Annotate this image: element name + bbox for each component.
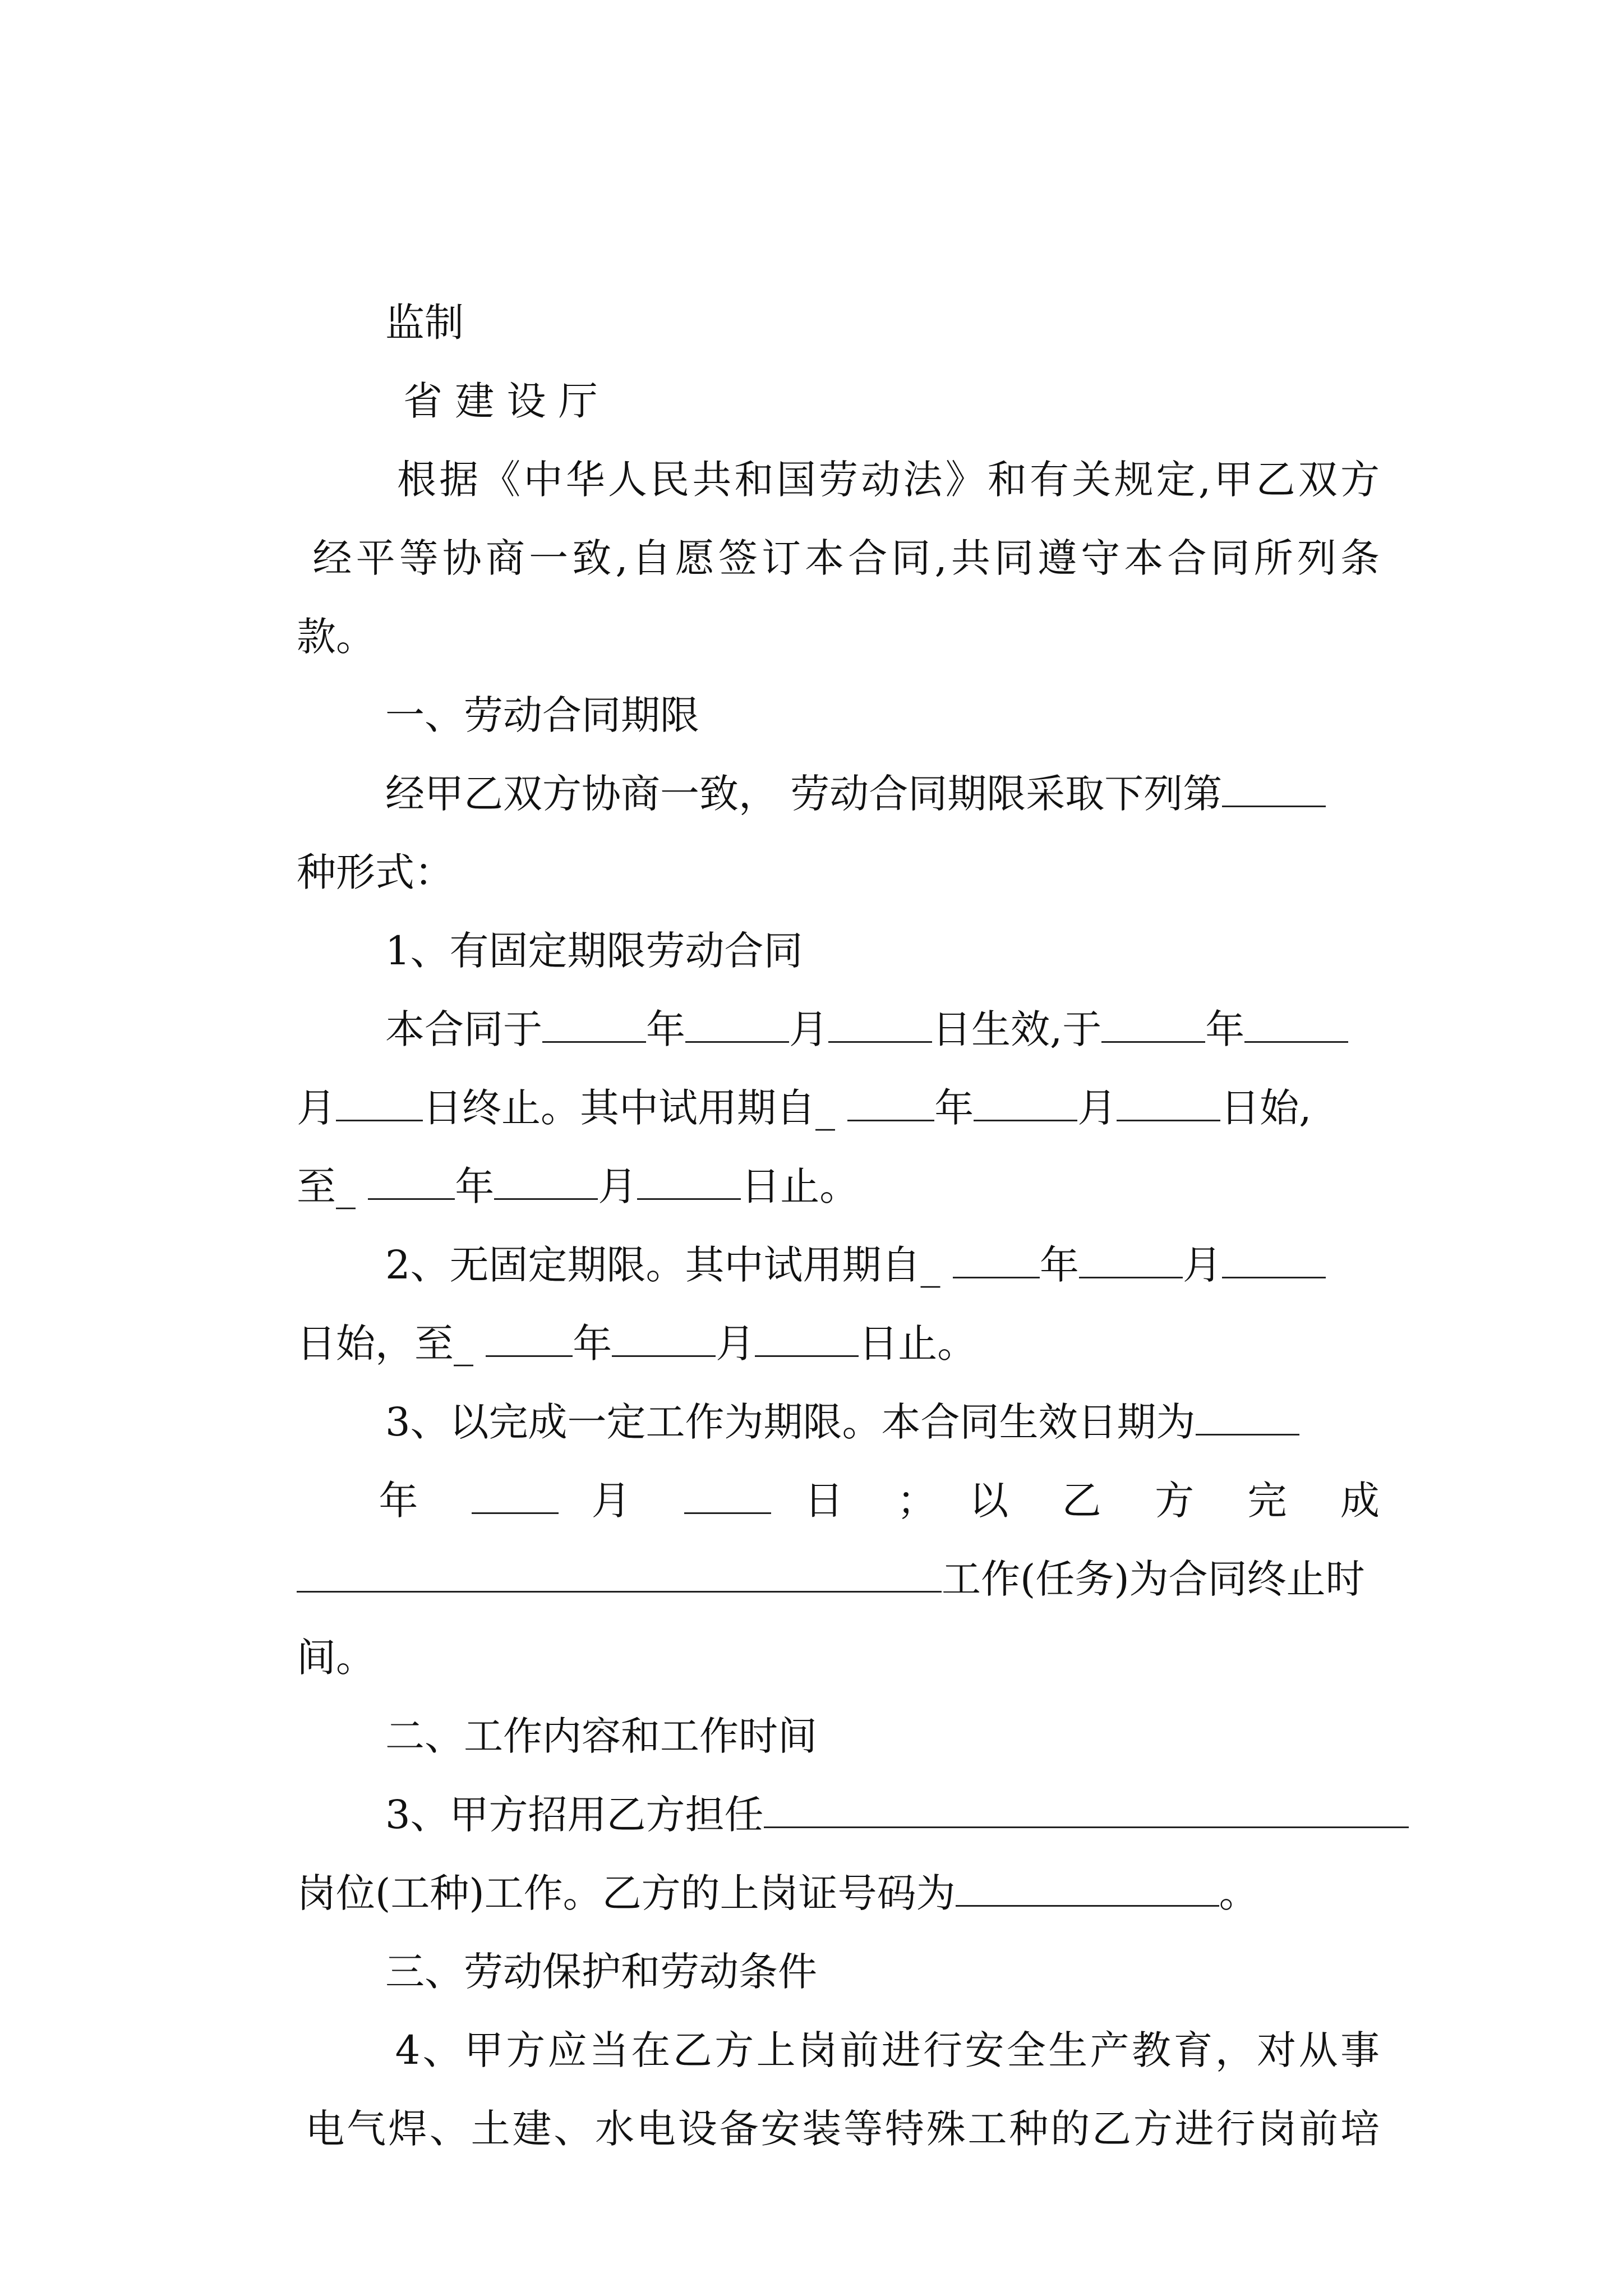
section-1-title-text: 一、劳动合同期限	[385, 692, 700, 738]
preamble-line-2	[247, 440, 1380, 581]
section-1-intro-end-text: 种形式：	[297, 849, 454, 895]
section-3-title	[335, 1854, 1380, 1995]
item-1-title	[335, 833, 1380, 974]
item-3-cont-text: 以 乙 方 完 成	[969, 1478, 1380, 1524]
day-stop-text: 日止。	[741, 1163, 859, 1209]
year-label: 年	[934, 1085, 974, 1131]
month-label: 月	[598, 1163, 638, 1209]
supervision-label	[335, 205, 1380, 346]
section-3-title-text: 三、劳动保护和劳动条件	[385, 1949, 818, 1995]
supervision-text: 监制	[385, 300, 464, 346]
item-3-line-2	[247, 1383, 1380, 1524]
year-label: 年	[379, 1478, 439, 1524]
day-effective-text: 日生效,于	[932, 1006, 1102, 1052]
item-3b-line-1	[335, 1697, 1380, 1838]
item-3b-cont-text: 岗位(工种)工作。乙方的上岗证号码为	[297, 1870, 956, 1916]
item-1-text-a: 本合同于	[385, 1006, 543, 1052]
item-1-title-text: 1、有固定期限劳动合同	[385, 928, 803, 974]
section-2-title-text: 二、工作内容和工作时间	[385, 1713, 818, 1759]
item-2-line-1	[335, 1147, 1380, 1288]
item-2-text: 2、无固定期限。其中试用期自_	[385, 1242, 940, 1288]
item-1-line-1	[335, 912, 1380, 1052]
preamble-text-1: 根据《中华人民共和国劳动法》和有关规定,甲乙双方	[396, 457, 1380, 503]
section-1-intro-line	[335, 676, 1380, 817]
issuer-text: 省 建 设 厅	[403, 378, 598, 424]
item-4-text-1: 4、甲方应当在乙方上岗前进行安全生产教育，对从事	[395, 2027, 1380, 2073]
month-label: 月	[297, 1085, 336, 1131]
item-3-line-4	[247, 1540, 1380, 1681]
preamble-text-2: 经平等协商一致,自愿签订本合同,共同遵守本合同所列条	[312, 535, 1380, 581]
section-2-title	[335, 1618, 1380, 1759]
year-label: 年	[573, 1320, 612, 1366]
year-label: 年	[1205, 1006, 1245, 1052]
period-text: 。	[1219, 1870, 1258, 1916]
section-1-intro-text: 经甲乙双方协商一致， 劳动合同期限采取下列第	[385, 771, 1223, 817]
item-4-line-2	[247, 2011, 1380, 2152]
day-stop-text: 日止。	[859, 1320, 977, 1366]
item-4-text-2: 电气焊、土建、水电设备安装等特殊工种的乙方进行岗前培	[305, 2106, 1380, 2152]
day-label: 日	[804, 1478, 864, 1524]
item-3b-line-2	[247, 1775, 1380, 1916]
month-label: 月	[789, 1006, 829, 1052]
day-start-text: 日始,	[1220, 1085, 1312, 1131]
preamble-line-1	[335, 362, 1380, 503]
item-2-line-2	[247, 1226, 1380, 1366]
preamble-text-3: 款。	[297, 614, 376, 660]
preamble-line-3	[247, 519, 1380, 660]
day-end-trial-text: 日终止。其中试用期自_	[423, 1085, 836, 1131]
item-3-text: 3、以完成一定工作为期限。本合同生效日期为	[385, 1399, 1196, 1445]
item-3-end-text: 间。	[297, 1635, 376, 1681]
to-text: 至_	[297, 1163, 356, 1209]
item-1-line-3	[247, 1069, 1380, 1209]
item-4-line-1	[335, 1932, 1380, 2073]
item-3-task-text: 工作(任务)为合同终止时	[942, 1556, 1365, 1602]
month-label: 月	[716, 1320, 755, 1366]
issuer-label	[353, 283, 802, 424]
section-1-intro-end-line	[247, 754, 1380, 895]
year-label: 年	[646, 1006, 686, 1052]
month-label: 月	[591, 1478, 652, 1524]
item-3b-text: 3、甲方招用乙方担任	[385, 1792, 764, 1838]
semicolon-text: ；	[897, 1478, 937, 1524]
item-3-line-1	[335, 1304, 1380, 1445]
year-label: 年	[1039, 1242, 1079, 1288]
month-label: 月	[1077, 1085, 1117, 1131]
item-3-line-3	[247, 1461, 1380, 1602]
item-2-start-text: 日始，至_	[297, 1320, 474, 1366]
item-1-line-2	[247, 990, 1380, 1131]
year-label: 年	[455, 1163, 495, 1209]
section-1-title	[335, 597, 1380, 738]
month-label: 月	[1182, 1242, 1222, 1288]
